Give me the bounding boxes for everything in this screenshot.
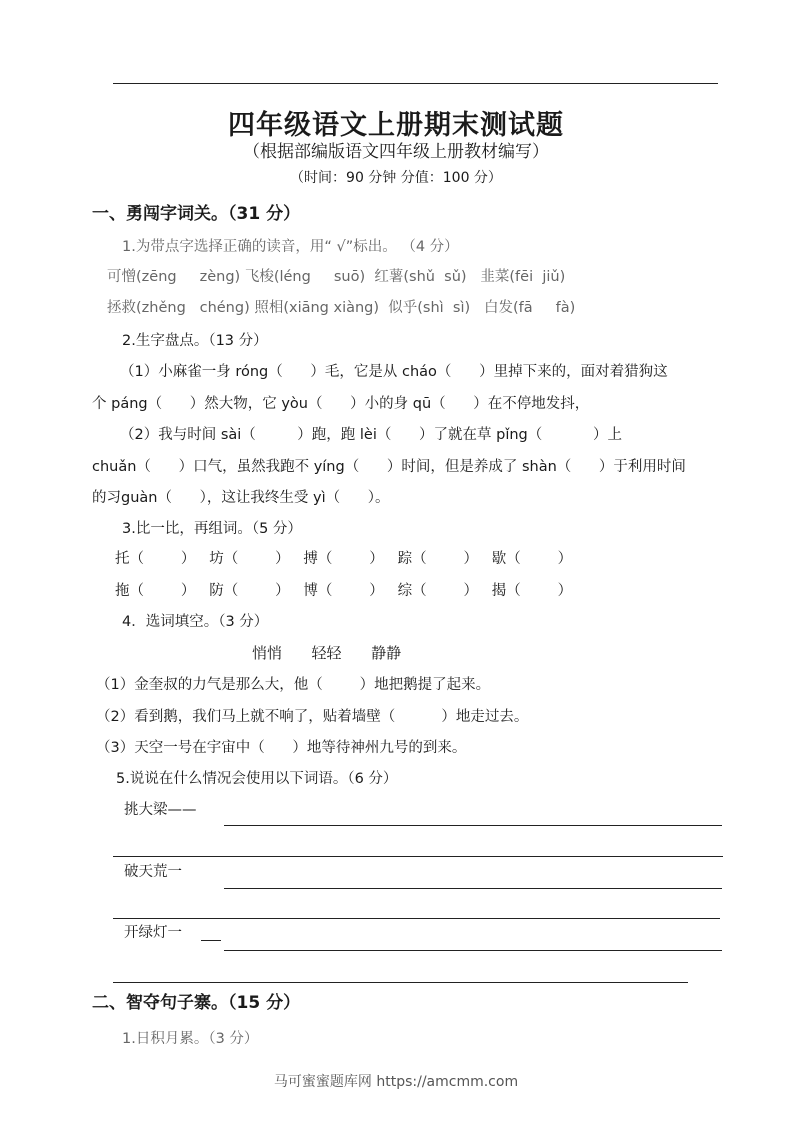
q5-item2: 破天荒一 [124,864,182,880]
q4-prompt: 4．选词填空。（3 分） [122,614,269,630]
section2-heading: 二、智夺句子寨。（15 分） [92,993,301,1013]
q2-line2: 个 páng（ ）然大物，它 yòu（ ）小的身 qū（ ）在不停地发抖， [92,396,590,412]
q5-prompt: 5.说说在什么情况会使用以下词语。（6 分） [116,771,398,787]
answer-line[interactable] [113,856,723,857]
q3-prompt: 3.比一比，再组词。（5 分） [122,521,302,537]
answer-line[interactable] [201,940,221,941]
q2-prompt: 2.生字盘点。（13 分） [122,333,268,349]
answer-line[interactable] [224,888,722,889]
q2-line1: （1）小麻雀一身 róng（ ）毛，它是从 cháo（ ）里掉下来的，面对着猎狗这 [120,364,668,380]
q2-line3: （2）我与时间 sài（ ）跑，跑 lèi（ ）了就在草 pǐng（ ）上 [120,427,622,443]
q4-sentence2: （2）看到鹅，我们马上就不响了，贴着墙壁（ ）地走过去。 [96,709,529,725]
q4-sentence3: （3）天空一号在宇宙中（ ）地等待神州九号的到来。 [96,740,467,756]
q5-item3: 开绿灯一 [124,925,182,941]
q3-row2: 拖（ ） 防（ ） 博（ ） 综（ ） 揭（ ） [115,583,573,599]
q4-sentence1: （1）金奎叔的力气是那么大，他（ ）地把鹅提了起来。 [96,677,491,693]
time-info: （时间：90 分钟 分值：100 分） [290,170,502,186]
answer-line[interactable] [224,825,722,826]
q3-row1: 托（ ） 坊（ ） 搏（ ） 踪（ ） 歇（ ） [115,551,573,567]
q1-row2: 拯救(zhěng chéng) 照相(xiāng xiàng) 似乎(shì sì) 白发(fā fà) [107,300,576,316]
s2-q1-prompt: 1.日积月累。（3 分） [122,1031,259,1047]
footer-watermark: 马可蜜蜜题库网 https://amcmm.com [273,1074,519,1090]
page-subtitle: （根据部编版语文四年级上册教材编写） [243,142,549,162]
answer-line[interactable] [113,918,720,919]
answer-line[interactable] [224,950,722,951]
q2-line5: 的习guàn（ ），这让我终生受 yì（ ）。 [92,490,390,506]
q4-word-bank: 悄悄 轻轻 静静 [252,644,402,662]
answer-line[interactable] [113,982,688,983]
q5-item1: 挑大梁—— [124,802,197,818]
q2-line4: chuǎn（ ）口气，虽然我跑不 yíng（ ）时间，但是养成了 shàn（ ）于利用时间 [92,459,686,475]
section1-heading: 一、勇闯字词关。（31 分） [92,204,301,224]
page-title: 四年级语文上册期末测试题 [228,110,564,141]
q1-row1: 可憎(zēng zèng) 飞梭(léng suō) 红薯(shǔ sǔ) 韭菜(fēi jiǔ) [107,269,566,285]
q1-prompt: 1.为带点字选择正确的读音，用“ √”标出。 （4 分） [122,239,459,255]
top-rule [113,83,718,84]
